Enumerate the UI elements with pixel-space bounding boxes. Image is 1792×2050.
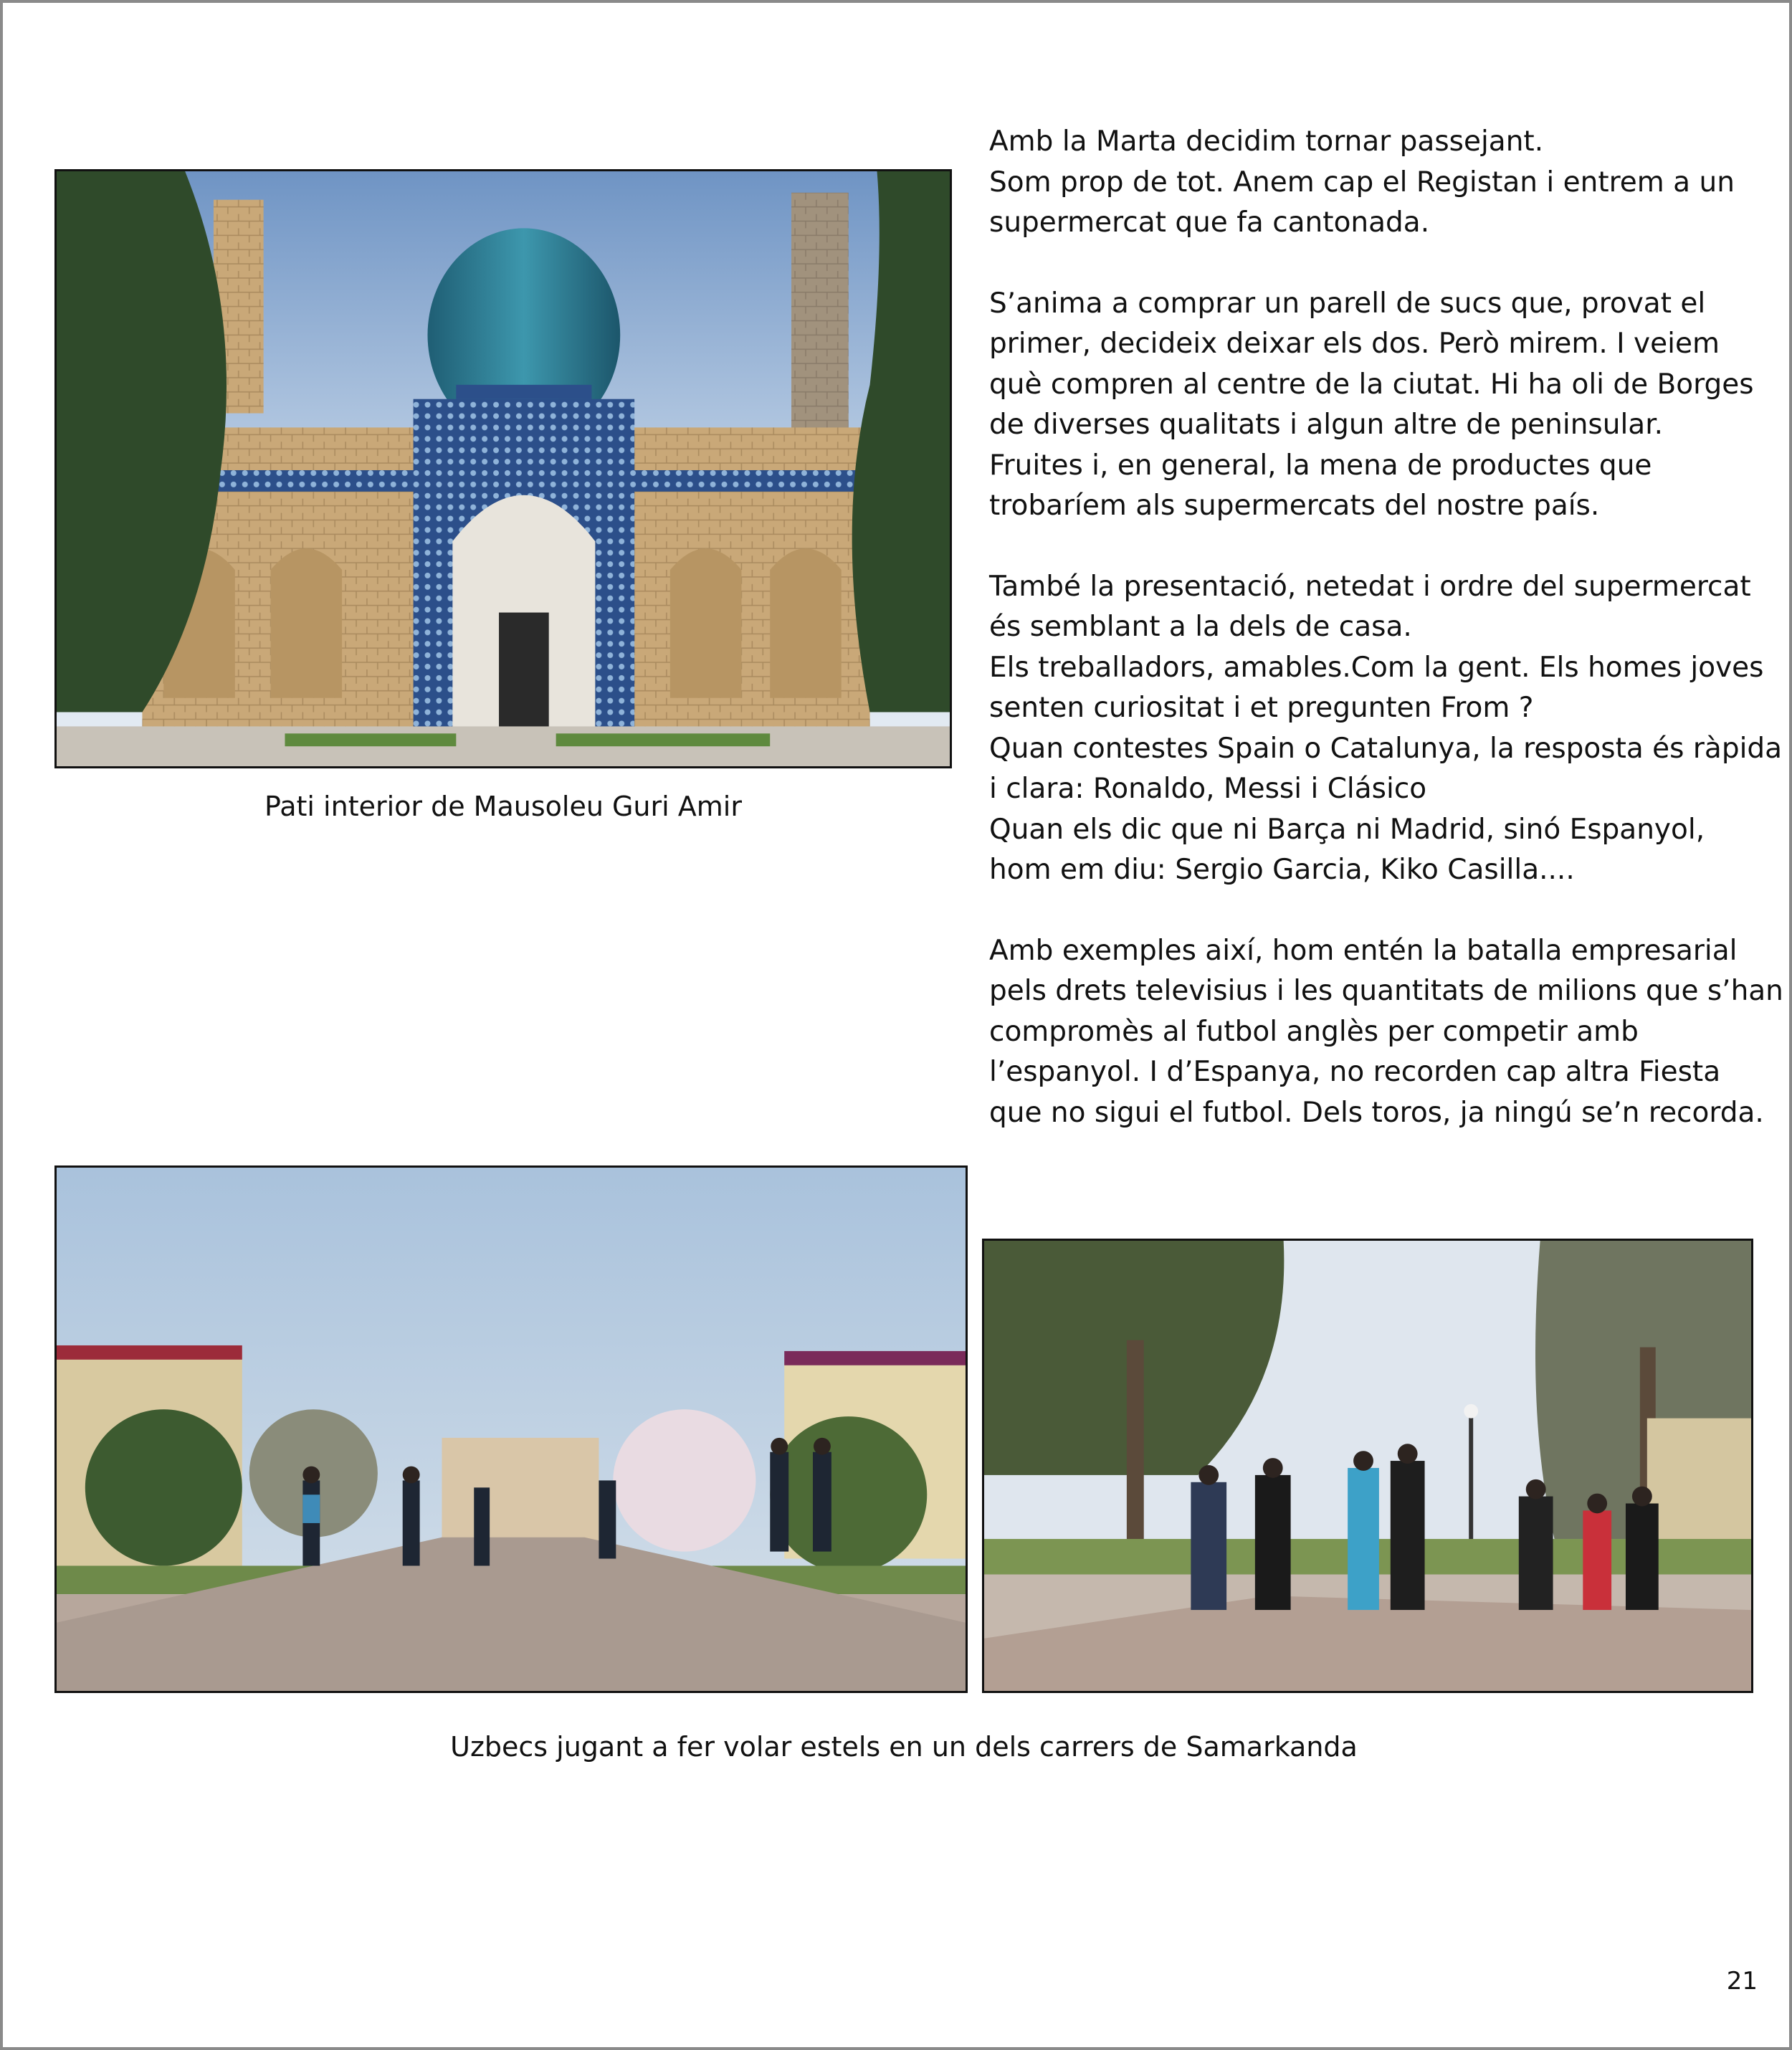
text-line: pels drets televisius i les quantitats de milions que s’han xyxy=(989,975,1783,1007)
text-line: Amb exemples així, hom entén la batalla empresarial xyxy=(989,934,1738,967)
text-line: què compren al centre de la ciutat. Hi ha oli de Borges xyxy=(989,368,1754,401)
text-line: S’anima a comprar un parell de sucs que, provat el xyxy=(989,287,1706,320)
mausoleum-illustration xyxy=(57,171,950,766)
text-line: que no sigui el futbol. Dels toros, ja ningú se’n recorda. xyxy=(989,1096,1764,1129)
text-line: primer, decideix deixar els dos. Però mirem. I veiem xyxy=(989,328,1720,360)
mausoleum-photo xyxy=(54,169,952,768)
kites-street-photo xyxy=(54,1165,968,1693)
text-line: l’espanyol. I d’Espanya, no recorden cap altra Fiesta xyxy=(989,1056,1721,1088)
kites-street-illustration xyxy=(57,1168,966,1691)
text-line: Fruites i, en general, la mena de productes que xyxy=(989,449,1652,482)
article-text xyxy=(989,122,1783,1173)
text-line: senten curiositat i et pregunten From ? xyxy=(989,692,1534,724)
bottom-caption: Uzbecs jugant a fer volar estels en un dels carrers de Samarkanda xyxy=(450,1731,1358,1763)
kites-group-photo xyxy=(982,1239,1753,1693)
paragraph-3 xyxy=(989,567,1783,891)
text-line: trobaríem als supermercats del nostre país. xyxy=(989,490,1600,522)
text-line: També la presentació, netedat i ordre del supermercat xyxy=(989,570,1751,603)
text-line: compromès al futbol anglès per competir amb xyxy=(989,1015,1639,1048)
paragraph-4 xyxy=(989,931,1783,1134)
text-line: Amb la Marta decidim tornar passejant. xyxy=(989,125,1544,158)
text-line: de diverses qualitats i algun altre de peninsular. xyxy=(989,409,1664,441)
text-line: Som prop de tot. Anem cap el Registan i entrem a un xyxy=(989,166,1735,199)
text-line: Quan els dic que ni Barça ni Madrid, sinó Espanyol, xyxy=(989,813,1705,846)
text-line: és semblant a la dels de casa. xyxy=(989,611,1412,643)
kites-group-illustration xyxy=(984,1241,1751,1691)
text-line: Quan contestes Spain o Catalunya, la resposta és ràpida xyxy=(989,732,1783,765)
text-line: i clara: Ronaldo, Messi i Clásico xyxy=(989,773,1427,805)
paragraph-2 xyxy=(989,284,1778,527)
text-line: Els treballadors, amables.Com la gent. Els homes joves xyxy=(989,651,1764,684)
mausoleum-caption: Pati interior de Mausoleu Guri Amir xyxy=(264,791,742,822)
paragraph-1 xyxy=(989,122,1778,244)
page-number: 21 xyxy=(1726,1967,1758,1996)
text-line: hom em diu: Sergio Garcia, Kiko Casilla.... xyxy=(989,854,1575,886)
text-line: supermercat que fa cantonada. xyxy=(989,206,1430,239)
